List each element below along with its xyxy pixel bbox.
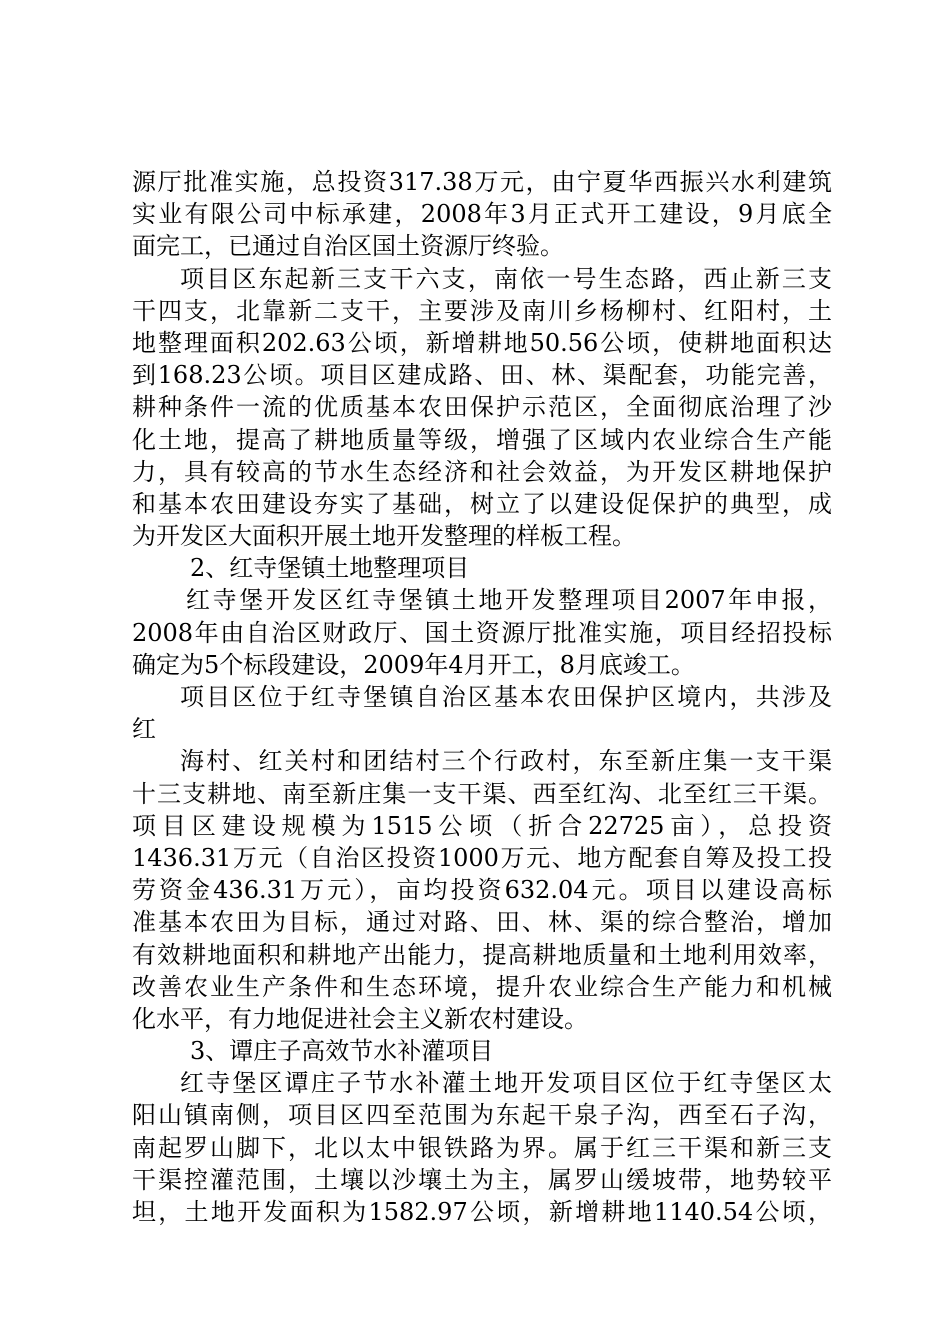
body-line: 红寺堡区谭庄子节水补灌土地开发项目区位于红寺堡区太 xyxy=(180,1069,832,1098)
document-body xyxy=(132,166,832,1228)
section-heading: 3、谭庄子高效节水补灌项目 xyxy=(190,1037,494,1066)
body-line: 准基本农田为目标，通过对路、田、林、渠的综合整治，增加 xyxy=(132,908,832,937)
body-line: 阳山镇南侧，项目区四至范围为东起干泉子沟，西至石子沟， xyxy=(132,1101,832,1130)
body-line: 确定为5个标段建设，2009年4月开工，8月底竣工。 xyxy=(132,650,695,679)
body-line: 耕种条件一流的优质基本农田保护示范区，全面彻底治理了沙 xyxy=(132,393,832,422)
body-line: 项目区位于红寺堡镇自治区基本农田保护区境内，共涉及 xyxy=(180,683,832,711)
body-line: 项目区东起新三支干六支，南依一号生态路，西止新三支 xyxy=(180,264,832,293)
body-line: 红 xyxy=(132,715,156,744)
body-line: 到168.23公顷。项目区建成路、田、林、渠配套，功能完善， xyxy=(132,361,832,390)
body-line: 力，具有较高的节水生态经济和社会效益，为开发区耕地保护 xyxy=(132,457,832,486)
body-line: 干四支，北靠新二支干，主要涉及南川乡杨柳村、红阳村，土 xyxy=(132,296,832,325)
body-line: 十三支耕地、南至新庄集一支干渠、西至红沟、北至红三干渠。 xyxy=(132,779,832,808)
body-line: 面完工，已通过自治区国土资源厅终验。 xyxy=(132,232,564,261)
body-line: 化土地，提高了耕地质量等级，增强了区域内农业综合生产能 xyxy=(132,425,832,454)
body-line: 项目区建设规模为1515公顷（折合22725亩），总投资 xyxy=(132,811,832,840)
body-line: 南起罗山脚下，北以太中银铁路为界。属于红三干渠和新三支 xyxy=(132,1133,832,1162)
body-line: 实业有限公司中标承建，2008年3月正式开工建设，9月底全 xyxy=(132,200,832,229)
body-line: 改善农业生产条件和生态环境，提升农业综合生产能力和机械 xyxy=(132,972,832,1001)
body-line: 有效耕地面积和耕地产出能力，提高耕地质量和土地利用效率， xyxy=(132,940,832,969)
body-line: 坦，土地开发面积为1582.97公顷，新增耕地1140.54公顷， xyxy=(132,1198,832,1226)
body-line: 干渠控灌范围，土壤以沙壤土为主，属罗山缓坡带，地势较平 xyxy=(132,1165,832,1194)
body-line: 地整理面积202.63公顷，新增耕地50.56公顷，使耕地面积达 xyxy=(132,328,832,357)
body-line: 2008年由自治区财政厅、国土资源厅批准实施，项目经招投标 xyxy=(132,618,832,647)
body-line: 劳资金436.31万元），亩均投资632.04元。项目以建设高标 xyxy=(132,876,832,905)
body-line: 海村、红关村和团结村三个行政村，东至新庄集一支干渠 xyxy=(180,747,832,776)
body-line: 为开发区大面积开展土地开发整理的样板工程。 xyxy=(132,522,636,551)
body-line: 化水平，有力地促进社会主义新农村建设。 xyxy=(132,1004,588,1033)
section-heading: 2、红寺堡镇土地整理项目 xyxy=(190,554,470,583)
body-line: 和基本农田建设夯实了基础，树立了以建设促保护的典型，成 xyxy=(132,489,832,518)
body-line: 1436.31万元（自治区投资1000万元、地方配套自筹及投工投 xyxy=(132,843,832,872)
body-line: 红寺堡开发区红寺堡镇土地开发整理项目2007年申报， xyxy=(186,586,832,615)
body-line: 源厅批准实施，总投资317.38万元，由宁夏华西振兴水利建筑 xyxy=(132,168,832,196)
